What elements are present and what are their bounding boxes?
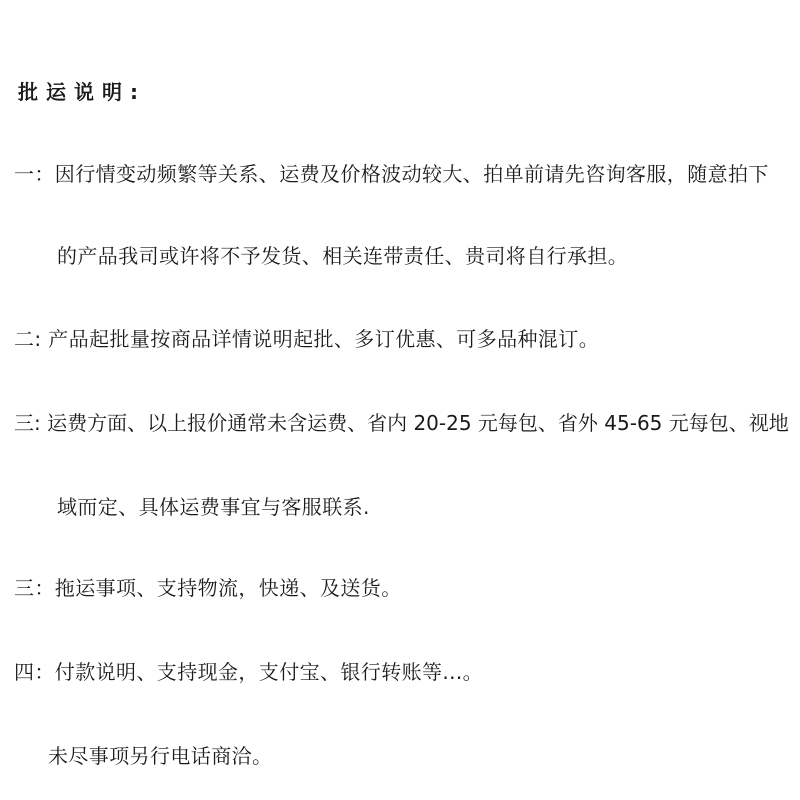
notice-item-3: 三: 运费方面、以上报价通常未含运费、省内 20-25 元每包、省外 45-65 元每包、视地 <box>14 411 789 435</box>
notice-item-3-continuation: 域而定、具体运费事宜与客服联系. <box>57 495 370 519</box>
notice-item-4: 三：拖运事项、支持物流，快递、及送货。 <box>14 576 402 600</box>
closing-note: 未尽事项另行电话商洽。 <box>48 744 273 768</box>
notice-item-1-continuation: 的产品我司或许将不予发货、相关连带责任、贵司将自行承担。 <box>57 244 629 268</box>
notice-item-1: 一：因行情变动频繁等关系、运费及价格波动较大、拍单前请先咨询客服，随意拍下 <box>14 162 769 186</box>
notice-item-5: 四：付款说明、支持现金，支付宝、银行转账等...。 <box>14 660 484 684</box>
notice-item-2: 二: 产品起批量按商品详情说明起批、多订优惠、可多品种混订。 <box>14 327 600 351</box>
document-title: 批运说明: <box>18 80 146 104</box>
